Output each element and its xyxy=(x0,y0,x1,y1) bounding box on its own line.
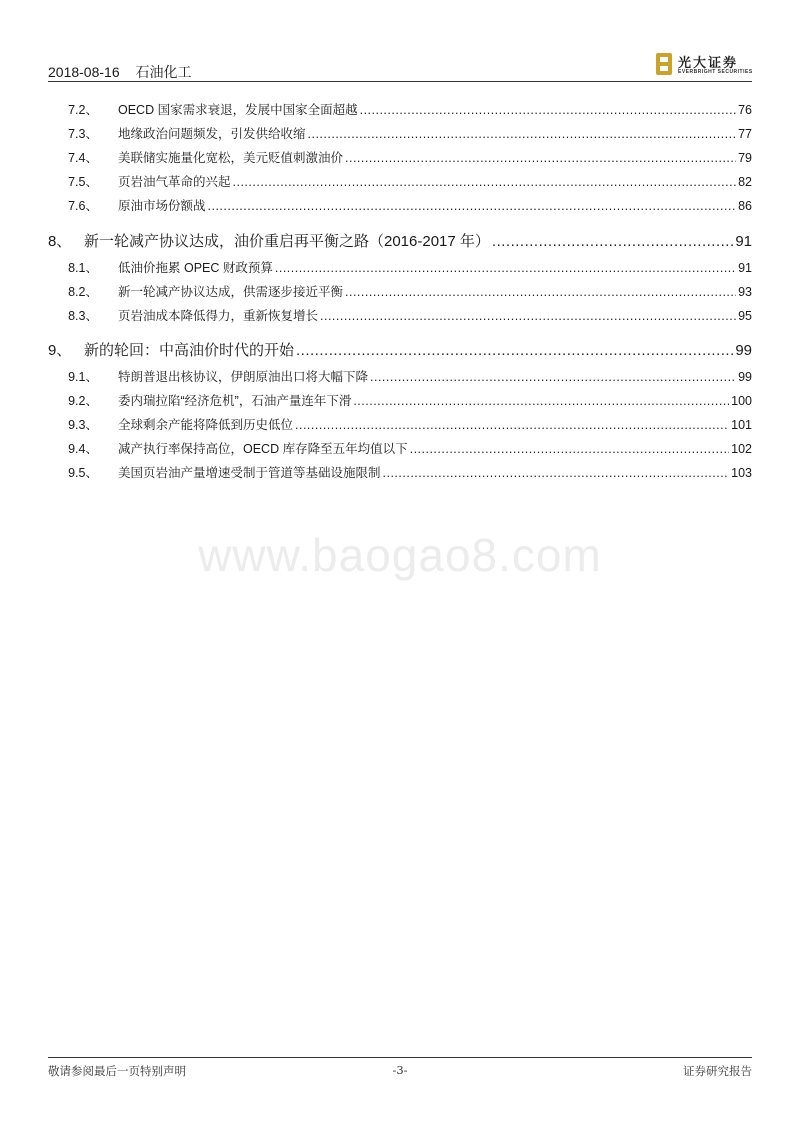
toc-page: 102 xyxy=(731,442,752,456)
toc-entry[interactable] xyxy=(48,148,752,166)
footer-rule xyxy=(48,1057,752,1058)
toc-leader xyxy=(383,466,730,480)
toc-page: 100 xyxy=(731,394,752,408)
toc-page: 86 xyxy=(738,199,752,213)
page-footer xyxy=(48,1057,752,1087)
company-logo xyxy=(656,52,752,78)
toc-title: OECD 国家需求衰退，发展中国家全面超越 xyxy=(118,103,358,117)
toc-number: 9、 xyxy=(48,342,72,359)
toc-number: 8.2、 xyxy=(68,285,98,299)
sector-name: 石油化工 xyxy=(135,64,192,80)
report-type: 证券研究报告 xyxy=(683,1064,752,1078)
toc-page: 76 xyxy=(738,103,752,117)
toc-leader xyxy=(345,151,736,165)
toc-number: 7.6、 xyxy=(68,199,98,213)
toc-number: 9.1、 xyxy=(68,370,98,384)
toc-title: 美国页岩油产量增速受制于管道等基础设施限制 xyxy=(118,466,381,480)
toc-number: 7.3、 xyxy=(68,127,98,141)
toc-entry[interactable] xyxy=(48,282,752,300)
toc-page: 77 xyxy=(738,127,752,141)
toc-entry[interactable] xyxy=(48,439,752,457)
toc-number: 7.5、 xyxy=(68,175,98,189)
toc-title: 新一轮减产协议达成，供需逐步接近平衡 xyxy=(118,285,344,299)
toc-entry[interactable] xyxy=(48,306,752,324)
toc-number: 7.2、 xyxy=(68,103,98,117)
toc-leader xyxy=(295,418,729,432)
header-rule xyxy=(48,81,752,82)
toc-leader xyxy=(345,285,736,299)
toc-title: 低油价拖累 OPEC 财政预算 xyxy=(118,261,273,275)
logo-text-cn: 光大证券 xyxy=(678,56,739,71)
toc-page: 99 xyxy=(738,370,752,384)
toc-leader xyxy=(353,394,729,408)
header-info xyxy=(48,62,204,82)
toc-leader xyxy=(296,342,733,359)
toc-title: 原油市场份额战 xyxy=(118,199,206,213)
toc-entry[interactable] xyxy=(48,196,752,214)
toc-page: 82 xyxy=(738,175,752,189)
watermark: www.baogao8.com xyxy=(198,529,602,581)
toc-number: 9.4、 xyxy=(68,442,98,456)
toc-page: 103 xyxy=(731,466,752,480)
toc-title: 特朗普退出核协议，伊朗原油出口将大幅下降 xyxy=(118,370,369,384)
toc-leader xyxy=(233,175,737,189)
toc-page: 95 xyxy=(738,309,752,323)
toc-number: 8.3、 xyxy=(68,309,98,323)
toc-page: 79 xyxy=(738,151,752,165)
page-header xyxy=(48,52,752,82)
toc-page: 101 xyxy=(731,418,752,432)
toc-number: 9.2、 xyxy=(68,394,98,408)
toc-leader xyxy=(410,442,730,456)
toc-page: 91 xyxy=(738,261,752,275)
report-date: 2018-08-16 xyxy=(48,64,120,80)
toc-entry[interactable] xyxy=(48,367,752,385)
toc-title: 委内瑞拉陷“经济危机”，石油产量连年下滑 xyxy=(118,394,352,408)
toc-chapter-entry[interactable] xyxy=(48,339,752,360)
toc-title: 新的轮回：中高油价时代的开始 xyxy=(84,342,295,359)
toc-leader xyxy=(370,370,736,384)
logo-text-en: EVERBRIGHT SECURITIES xyxy=(678,69,753,75)
toc-entry[interactable] xyxy=(48,172,752,190)
toc-leader xyxy=(275,261,736,275)
toc-page: 91 xyxy=(735,233,752,250)
toc-title: 页岩油成本降低得力，重新恢复增长 xyxy=(118,309,319,323)
toc-number: 9.3、 xyxy=(68,418,98,432)
toc-leader xyxy=(308,127,737,141)
toc-entry[interactable] xyxy=(48,100,752,118)
toc-title: 美联储实施量化宽松，美元贬值刺激油价 xyxy=(118,151,344,165)
toc-entry[interactable] xyxy=(48,415,752,433)
toc-entry[interactable] xyxy=(48,391,752,409)
toc-title: 减产执行率保持高位，OECD 库存降至五年均值以下 xyxy=(118,442,408,456)
toc-title: 新一轮减产协议达成，油价重启再平衡之路（2016-2017 年） xyxy=(84,233,490,250)
toc-page: 99 xyxy=(735,342,752,359)
toc-chapter-entry[interactable] xyxy=(48,230,752,251)
toc-number: 9.5、 xyxy=(68,466,98,480)
toc-entry[interactable] xyxy=(48,258,752,276)
toc-number: 7.4、 xyxy=(68,151,98,165)
logo-mark-icon xyxy=(656,53,672,75)
toc-entry[interactable] xyxy=(48,124,752,142)
toc-leader xyxy=(492,233,733,250)
page-number: -3- xyxy=(392,1063,408,1077)
toc-title: 地缘政治问题频发，引发供给收缩 xyxy=(118,127,306,141)
toc-page: 93 xyxy=(738,285,752,299)
toc-leader xyxy=(320,309,736,323)
toc-entry[interactable] xyxy=(48,463,752,481)
toc-title: 页岩油气革命的兴起 xyxy=(118,175,231,189)
toc-leader xyxy=(360,103,737,117)
toc-number: 8.1、 xyxy=(68,261,98,275)
disclaimer-note: 敬请参阅最后一页特别声明 xyxy=(48,1064,186,1078)
toc-number: 8、 xyxy=(48,233,72,250)
toc-leader xyxy=(208,199,737,213)
toc-title: 全球剩余产能将降低到历史低位 xyxy=(118,418,294,432)
